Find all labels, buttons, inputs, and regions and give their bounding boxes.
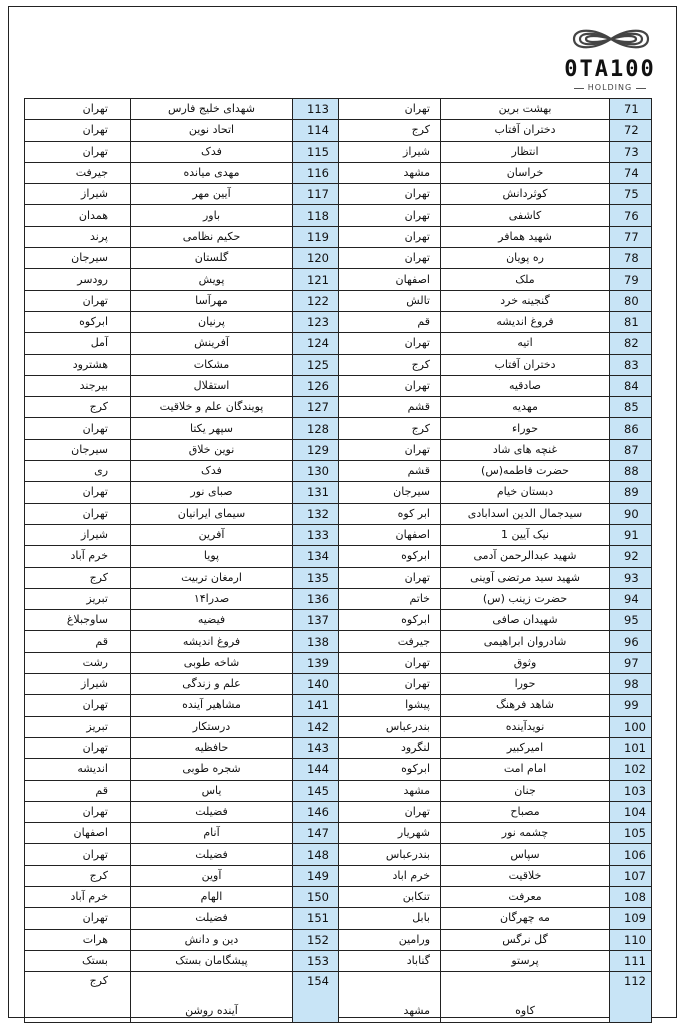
- left-name-cell: درستکار: [131, 716, 293, 737]
- left-city-cell: قم: [25, 780, 131, 801]
- left-city-cell: هرات: [25, 929, 131, 950]
- right-city-cell: تهران: [339, 333, 441, 354]
- schools-table: [24, 98, 652, 1023]
- right-city-cell: ورامین: [339, 929, 441, 950]
- table-row: [25, 759, 652, 780]
- right-name-cell: غنچه های شاد: [441, 439, 610, 460]
- table-row: [25, 439, 652, 460]
- left-city-cell: شیراز: [25, 524, 131, 545]
- right-name-cell: کوثردانش: [441, 184, 610, 205]
- right-name-cell: مهدیه: [441, 397, 610, 418]
- left-name-cell: دین و دانش: [131, 929, 293, 950]
- left-name-cell: گلستان: [131, 248, 293, 269]
- right-name-cell: امیرکبیر: [441, 737, 610, 758]
- table-row: [25, 184, 652, 205]
- table-row: [25, 844, 652, 865]
- left-number-cell: 129: [293, 439, 339, 460]
- right-number-cell: 109: [610, 908, 652, 929]
- left-name-cell: پیشگامان بستک: [131, 950, 293, 971]
- right-name-cell: شهید سید مرتضی آوینی: [441, 567, 610, 588]
- right-number-cell: 110: [610, 929, 652, 950]
- left-number-cell: 120: [293, 248, 339, 269]
- right-name-cell: حوراء: [441, 418, 610, 439]
- left-name-cell: الهام: [131, 886, 293, 907]
- left-city-cell: تبریز: [25, 716, 131, 737]
- left-number-cell: 150: [293, 886, 339, 907]
- left-number-cell: 115: [293, 141, 339, 162]
- table-row: [25, 674, 652, 695]
- left-number-cell: 145: [293, 780, 339, 801]
- left-name-cell: پرنیان: [131, 311, 293, 332]
- right-city-cell: قم: [339, 311, 441, 332]
- left-city-cell: رودسر: [25, 269, 131, 290]
- left-city-cell: اندیشه: [25, 759, 131, 780]
- right-number-cell: 111: [610, 950, 652, 971]
- right-name-cell: پرستو: [441, 950, 610, 971]
- right-number-cell: 98: [610, 674, 652, 695]
- table-row: [25, 162, 652, 183]
- right-name-cell: صادقیه: [441, 375, 610, 396]
- left-city-cell: بستک: [25, 950, 131, 971]
- right-name-cell: شادروان ابراهیمی: [441, 631, 610, 652]
- left-number-cell: 139: [293, 652, 339, 673]
- right-number-cell: 83: [610, 354, 652, 375]
- logo-wordmark: 0TA100: [564, 57, 656, 82]
- right-number-cell: 97: [610, 652, 652, 673]
- table-row: [25, 908, 652, 929]
- right-name-cell: خلاقیت: [441, 865, 610, 886]
- left-city-cell: تهران: [25, 290, 131, 311]
- left-city-cell: پرند: [25, 226, 131, 247]
- left-city-cell: تبریز: [25, 588, 131, 609]
- left-name-cell: پویا: [131, 546, 293, 567]
- right-city-cell: تهران: [339, 226, 441, 247]
- right-city-cell: تهران: [339, 674, 441, 695]
- left-number-cell: 136: [293, 588, 339, 609]
- right-city-cell: گناباد: [339, 950, 441, 971]
- left-number-cell: 148: [293, 844, 339, 865]
- left-city-cell: ساوجبلاغ: [25, 610, 131, 631]
- table-row: [25, 141, 652, 162]
- right-city-cell: بندرعباس: [339, 716, 441, 737]
- left-name-cell: سیمای ایرانیان: [131, 503, 293, 524]
- table-row: [25, 482, 652, 503]
- right-number-cell: 102: [610, 759, 652, 780]
- left-number-cell: 114: [293, 120, 339, 141]
- left-number-cell: 149: [293, 865, 339, 886]
- left-number-cell: 154: [293, 972, 339, 1023]
- right-number-cell: 89: [610, 482, 652, 503]
- left-name-cell: یاس: [131, 780, 293, 801]
- left-number-cell: 135: [293, 567, 339, 588]
- right-number-cell: 87: [610, 439, 652, 460]
- left-name-cell: علم و زندگی: [131, 674, 293, 695]
- right-city-cell: تالش: [339, 290, 441, 311]
- left-number-cell: 140: [293, 674, 339, 695]
- left-city-cell: ری: [25, 461, 131, 482]
- right-name-cell: حورا: [441, 674, 610, 695]
- right-city-cell: بندرعباس: [339, 844, 441, 865]
- left-number-cell: 138: [293, 631, 339, 652]
- right-city-cell: تهران: [339, 184, 441, 205]
- left-name-cell: فدک: [131, 141, 293, 162]
- left-city-cell: کرج: [25, 972, 131, 1023]
- right-city-cell: قشم: [339, 397, 441, 418]
- table-row: [25, 886, 652, 907]
- left-number-cell: 144: [293, 759, 339, 780]
- right-city-cell: خرم اباد: [339, 865, 441, 886]
- right-name-cell: کاشفی: [441, 205, 610, 226]
- right-name-cell: فروغ اندیشه: [441, 311, 610, 332]
- left-name-cell: آیین مهر: [131, 184, 293, 205]
- right-number-cell: 107: [610, 865, 652, 886]
- left-name-cell: فضیلت: [131, 801, 293, 822]
- right-number-cell: 91: [610, 524, 652, 545]
- right-number-cell: 88: [610, 461, 652, 482]
- right-number-cell: 101: [610, 737, 652, 758]
- right-city-cell: تهران: [339, 567, 441, 588]
- left-name-cell: مهدی میانده: [131, 162, 293, 183]
- left-city-cell: تهران: [25, 120, 131, 141]
- left-name-cell: حکیم نظامی: [131, 226, 293, 247]
- left-name-cell: نوین خلاق: [131, 439, 293, 460]
- right-number-cell: 90: [610, 503, 652, 524]
- left-number-cell: 123: [293, 311, 339, 332]
- left-number-cell: 142: [293, 716, 339, 737]
- left-number-cell: 116: [293, 162, 339, 183]
- right-number-cell: 79: [610, 269, 652, 290]
- right-name-cell: شهیدان صافی: [441, 610, 610, 631]
- left-name-cell: باور: [131, 205, 293, 226]
- right-city-cell: بابل: [339, 908, 441, 929]
- right-name-cell: ره پویان: [441, 248, 610, 269]
- right-city-cell: ابرکوه: [339, 759, 441, 780]
- table-row: [25, 333, 652, 354]
- company-logo: [562, 22, 658, 98]
- table-row: [25, 588, 652, 609]
- left-number-cell: 121: [293, 269, 339, 290]
- right-city-cell: مشهد: [339, 162, 441, 183]
- left-city-cell: سیرجان: [25, 439, 131, 460]
- right-number-cell: 78: [610, 248, 652, 269]
- left-name-cell: آوین: [131, 865, 293, 886]
- right-city-cell: ابرکوه: [339, 610, 441, 631]
- right-city-cell: سیرجان: [339, 482, 441, 503]
- right-name-cell: دبستان خیام: [441, 482, 610, 503]
- right-city-cell: کرج: [339, 354, 441, 375]
- right-name-cell: سپاس: [441, 844, 610, 865]
- left-number-cell: 118: [293, 205, 339, 226]
- left-name-cell: مهرآسا: [131, 290, 293, 311]
- table-row: [25, 418, 652, 439]
- right-name-cell: گنجینه خرد: [441, 290, 610, 311]
- right-number-cell: 96: [610, 631, 652, 652]
- table-row: [25, 546, 652, 567]
- table-row: [25, 610, 652, 631]
- left-number-cell: 128: [293, 418, 339, 439]
- table-row: [25, 972, 652, 1023]
- left-city-cell: کرج: [25, 567, 131, 588]
- left-number-cell: 124: [293, 333, 339, 354]
- right-number-cell: 80: [610, 290, 652, 311]
- right-number-cell: 76: [610, 205, 652, 226]
- left-name-cell: فدک: [131, 461, 293, 482]
- right-name-cell: جنان: [441, 780, 610, 801]
- table-row: [25, 801, 652, 822]
- left-city-cell: تهران: [25, 482, 131, 503]
- left-city-cell: هشترود: [25, 354, 131, 375]
- right-number-cell: 86: [610, 418, 652, 439]
- right-city-cell: شهریار: [339, 823, 441, 844]
- left-name-cell: صدرا۱۴: [131, 588, 293, 609]
- right-name-cell: شاهد فرهنگ: [441, 695, 610, 716]
- left-city-cell: قم: [25, 631, 131, 652]
- left-number-cell: 119: [293, 226, 339, 247]
- table-row: [25, 311, 652, 332]
- left-name-cell: پویندگان علم و خلاقیت: [131, 397, 293, 418]
- left-name-cell: استقلال: [131, 375, 293, 396]
- right-city-cell: پیشوا: [339, 695, 441, 716]
- left-number-cell: 133: [293, 524, 339, 545]
- left-city-cell: همدان: [25, 205, 131, 226]
- table-row: [25, 99, 652, 120]
- left-city-cell: خرم آباد: [25, 546, 131, 567]
- table-row: [25, 780, 652, 801]
- table-row: [25, 737, 652, 758]
- right-name-cell: نیک آیین 1: [441, 524, 610, 545]
- table-row: [25, 823, 652, 844]
- table-row: [25, 567, 652, 588]
- left-number-cell: 122: [293, 290, 339, 311]
- right-city-cell: تهران: [339, 439, 441, 460]
- left-number-cell: 151: [293, 908, 339, 929]
- table-row: [25, 354, 652, 375]
- table-row: [25, 205, 652, 226]
- right-number-cell: 74: [610, 162, 652, 183]
- left-city-cell: ابرکوه: [25, 311, 131, 332]
- left-name-cell: مشاهیر آینده: [131, 695, 293, 716]
- left-city-cell: تهران: [25, 844, 131, 865]
- right-number-cell: 72: [610, 120, 652, 141]
- right-number-cell: 85: [610, 397, 652, 418]
- left-city-cell: تهران: [25, 99, 131, 120]
- right-city-cell: تهران: [339, 375, 441, 396]
- left-city-cell: اصفهان: [25, 823, 131, 844]
- right-name-cell: خراسان: [441, 162, 610, 183]
- right-city-cell: ابرکوه: [339, 546, 441, 567]
- left-name-cell: صبای نور: [131, 482, 293, 503]
- right-name-cell: نویدآینده: [441, 716, 610, 737]
- left-name-cell: حافظیه: [131, 737, 293, 758]
- right-name-cell: معرفت: [441, 886, 610, 907]
- left-name-cell: فروغ اندیشه: [131, 631, 293, 652]
- right-name-cell: حضرت زینب (س): [441, 588, 610, 609]
- right-number-cell: 77: [610, 226, 652, 247]
- right-name-cell: مه چهرگان: [441, 908, 610, 929]
- right-city-cell: خاتم: [339, 588, 441, 609]
- left-number-cell: 134: [293, 546, 339, 567]
- table-row: [25, 461, 652, 482]
- right-city-cell: جیرفت: [339, 631, 441, 652]
- table-row: [25, 652, 652, 673]
- left-name-cell: آنام: [131, 823, 293, 844]
- table-row: [25, 503, 652, 524]
- left-name-cell: فضیلت: [131, 844, 293, 865]
- right-name-cell: گل نرگس: [441, 929, 610, 950]
- left-name-cell: فضیلت: [131, 908, 293, 929]
- left-city-cell: رشت: [25, 652, 131, 673]
- right-number-cell: 112: [610, 972, 652, 1023]
- left-city-cell: تهران: [25, 141, 131, 162]
- right-name-cell: سیدجمال الدین اسدابادی: [441, 503, 610, 524]
- right-name-cell: شهید همافر: [441, 226, 610, 247]
- right-name-cell: امام امت: [441, 759, 610, 780]
- right-city-cell: ابر کوه: [339, 503, 441, 524]
- table-row: [25, 269, 652, 290]
- infinity-knot-icon: [566, 22, 656, 56]
- right-city-cell: تهران: [339, 652, 441, 673]
- table-row: [25, 929, 652, 950]
- right-name-cell: کاوه: [441, 972, 610, 1023]
- right-number-cell: 94: [610, 588, 652, 609]
- left-city-cell: کرج: [25, 865, 131, 886]
- right-number-cell: 82: [610, 333, 652, 354]
- left-name-cell: آفرین: [131, 524, 293, 545]
- logo-subtitle: HOLDING: [574, 83, 646, 93]
- left-number-cell: 152: [293, 929, 339, 950]
- right-name-cell: حضرت فاطمه(س): [441, 461, 610, 482]
- right-city-cell: مشهد: [339, 972, 441, 1023]
- table-row: [25, 695, 652, 716]
- left-city-cell: کرج: [25, 397, 131, 418]
- table-row: [25, 524, 652, 545]
- right-city-cell: مشهد: [339, 780, 441, 801]
- right-city-cell: تنکابن: [339, 886, 441, 907]
- right-name-cell: ملک: [441, 269, 610, 290]
- left-city-cell: تهران: [25, 908, 131, 929]
- left-number-cell: 130: [293, 461, 339, 482]
- right-city-cell: اصفهان: [339, 269, 441, 290]
- right-number-cell: 84: [610, 375, 652, 396]
- left-number-cell: 113: [293, 99, 339, 120]
- table-row: [25, 865, 652, 886]
- table-row: [25, 375, 652, 396]
- right-number-cell: 92: [610, 546, 652, 567]
- left-name-cell: اتحاد نوین: [131, 120, 293, 141]
- right-number-cell: 95: [610, 610, 652, 631]
- right-name-cell: دختران آفتاب: [441, 354, 610, 375]
- right-number-cell: 100: [610, 716, 652, 737]
- table-row: [25, 631, 652, 652]
- left-name-cell: فیضیه: [131, 610, 293, 631]
- right-number-cell: 93: [610, 567, 652, 588]
- left-city-cell: جیرفت: [25, 162, 131, 183]
- left-city-cell: سیرجان: [25, 248, 131, 269]
- left-number-cell: 127: [293, 397, 339, 418]
- left-city-cell: بیرجند: [25, 375, 131, 396]
- left-name-cell: پویش: [131, 269, 293, 290]
- left-number-cell: 143: [293, 737, 339, 758]
- right-number-cell: 73: [610, 141, 652, 162]
- left-number-cell: 137: [293, 610, 339, 631]
- left-number-cell: 131: [293, 482, 339, 503]
- left-city-cell: تهران: [25, 503, 131, 524]
- right-name-cell: اتیه: [441, 333, 610, 354]
- left-name-cell: سپهر یکتا: [131, 418, 293, 439]
- left-name-cell: آفرینش: [131, 333, 293, 354]
- left-number-cell: 125: [293, 354, 339, 375]
- left-city-cell: خرم آباد: [25, 886, 131, 907]
- right-name-cell: انتظار: [441, 141, 610, 162]
- table-row: [25, 120, 652, 141]
- right-city-cell: تهران: [339, 99, 441, 120]
- left-number-cell: 126: [293, 375, 339, 396]
- left-number-cell: 141: [293, 695, 339, 716]
- right-number-cell: 106: [610, 844, 652, 865]
- left-name-cell: مشکات: [131, 354, 293, 375]
- left-number-cell: 153: [293, 950, 339, 971]
- left-name-cell: شهدای خلیج فارس: [131, 99, 293, 120]
- left-name-cell: ارمغان تربیت: [131, 567, 293, 588]
- right-number-cell: 108: [610, 886, 652, 907]
- right-number-cell: 75: [610, 184, 652, 205]
- left-name-cell: شاخه طوبی: [131, 652, 293, 673]
- left-city-cell: تهران: [25, 695, 131, 716]
- left-city-cell: تهران: [25, 801, 131, 822]
- left-city-cell: تهران: [25, 418, 131, 439]
- right-name-cell: بهشت برین: [441, 99, 610, 120]
- table-row: [25, 716, 652, 737]
- right-number-cell: 105: [610, 823, 652, 844]
- left-city-cell: شیراز: [25, 674, 131, 695]
- table-row: [25, 290, 652, 311]
- right-city-cell: قشم: [339, 461, 441, 482]
- right-city-cell: تهران: [339, 248, 441, 269]
- right-number-cell: 103: [610, 780, 652, 801]
- right-city-cell: شیراز: [339, 141, 441, 162]
- right-name-cell: مصباح: [441, 801, 610, 822]
- right-name-cell: چشمه نور: [441, 823, 610, 844]
- left-name-cell: شجره طوبی: [131, 759, 293, 780]
- right-name-cell: دختران آفتاب: [441, 120, 610, 141]
- left-number-cell: 147: [293, 823, 339, 844]
- left-number-cell: 132: [293, 503, 339, 524]
- right-number-cell: 99: [610, 695, 652, 716]
- table-row: [25, 226, 652, 247]
- table-row: [25, 397, 652, 418]
- right-city-cell: کرج: [339, 120, 441, 141]
- left-name-cell: آینده روشن: [131, 972, 293, 1023]
- left-city-cell: شیراز: [25, 184, 131, 205]
- left-number-cell: 146: [293, 801, 339, 822]
- right-city-cell: کرج: [339, 418, 441, 439]
- right-city-cell: تهران: [339, 801, 441, 822]
- right-city-cell: اصفهان: [339, 524, 441, 545]
- right-name-cell: وثوق: [441, 652, 610, 673]
- right-name-cell: شهید عبدالرحمن آدمی: [441, 546, 610, 567]
- left-city-cell: تهران: [25, 737, 131, 758]
- right-city-cell: لنگرود: [339, 737, 441, 758]
- table-row: [25, 248, 652, 269]
- left-number-cell: 117: [293, 184, 339, 205]
- right-city-cell: تهران: [339, 205, 441, 226]
- right-number-cell: 104: [610, 801, 652, 822]
- left-city-cell: آمل: [25, 333, 131, 354]
- right-number-cell: 71: [610, 99, 652, 120]
- table-row: [25, 950, 652, 971]
- right-number-cell: 81: [610, 311, 652, 332]
